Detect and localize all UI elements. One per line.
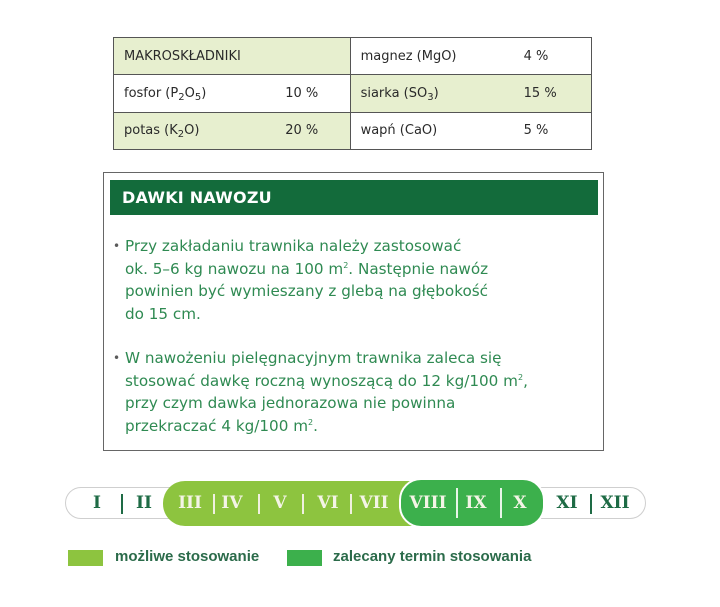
month-divider <box>258 494 260 514</box>
superscript: 2 <box>308 417 314 427</box>
nutrient-value <box>285 112 350 149</box>
month-i: I <box>93 493 101 513</box>
legend-label-possible: możliwe stosowanie <box>115 548 260 565</box>
month-x: X <box>513 493 527 513</box>
month-divider <box>350 494 352 514</box>
month-divider <box>500 488 502 518</box>
dosage-paragraph-maintenance <box>113 347 593 437</box>
month-divider <box>590 494 592 514</box>
text-fragment: . <box>313 416 318 435</box>
text-line <box>125 258 593 281</box>
superscript: 2 <box>343 260 349 270</box>
subscript: 2 <box>177 129 185 141</box>
paragraph-text <box>113 235 593 325</box>
formula-part: O <box>184 85 195 101</box>
table-row <box>114 38 592 75</box>
month-iii: III <box>178 493 202 513</box>
nutrient-value <box>285 75 350 112</box>
text-fragment: ok. 5–6 kg nawozu na 100 m <box>125 259 344 278</box>
text-line <box>125 370 593 393</box>
month-vi: VI <box>317 493 339 513</box>
month-vii: VII <box>359 493 389 513</box>
table-row <box>114 75 592 112</box>
nutrient-name <box>350 112 524 149</box>
value-potassium: 20 % <box>285 123 319 139</box>
value-phosphorus: 10 % <box>285 85 319 101</box>
text-fragment: , <box>523 371 528 390</box>
month-divider <box>302 494 304 514</box>
value-magnesium: 4 % <box>523 48 549 64</box>
subscript: 5 <box>194 91 202 103</box>
nutrient-value <box>524 38 592 75</box>
nutrient-value <box>524 112 592 149</box>
text-line <box>125 415 593 438</box>
dosage-title: DAWKI NAWOZU <box>110 180 598 215</box>
fertilizer-dosage-box <box>103 172 604 451</box>
month-divider <box>456 488 458 518</box>
formula-part: ) <box>433 85 439 101</box>
month-divider <box>121 494 123 514</box>
table-row <box>114 112 592 149</box>
nutrient-potassium: potas (K <box>124 123 178 139</box>
text-line: Przy zakładaniu trawnika należy zastosować <box>125 237 462 255</box>
legend-swatch-possible <box>68 550 103 566</box>
value-sulfur: 15 % <box>523 85 557 101</box>
subscript: 3 <box>427 91 434 103</box>
header-label: MAKROSKŁADNIKI <box>124 48 241 64</box>
nutrient-name <box>350 38 524 75</box>
text-line: do 15 cm. <box>125 304 201 323</box>
bullet-icon: • <box>113 351 121 365</box>
text-fragment: stosować dawkę roczną wynoszącą do 12 kg/100 m <box>125 371 518 390</box>
nutrient-value <box>524 75 592 112</box>
nutrient-phosphorus: fosfor (P <box>124 85 179 101</box>
text-line: W nawożeniu pielęgnacyjnym trawnika zaleca się <box>125 349 502 367</box>
macronutrients-table <box>113 37 592 150</box>
nutrient-magnesium: magnez (MgO) <box>360 48 457 64</box>
legend-swatch-recommended <box>287 550 322 566</box>
nutrient-sulfur: siarka (SO <box>360 85 428 101</box>
value-calcium: 5 % <box>523 123 549 139</box>
nutrient-name <box>114 75 286 112</box>
nutrient-calcium: wapń (CaO) <box>360 123 438 139</box>
legend-label-recommended: zalecany termin stosowania <box>333 548 532 565</box>
paragraph-text <box>113 347 593 437</box>
month-v: V <box>273 493 287 513</box>
subscript: 2 <box>178 91 185 103</box>
month-viii: VIII <box>409 493 447 513</box>
text-fragment: . Następnie nawóz <box>348 259 489 278</box>
month-xi: XI <box>556 493 578 513</box>
superscript: 2 <box>517 372 524 382</box>
text-line: przy czym dawka jednorazowa nie powinna <box>125 394 456 412</box>
month-ii: II <box>136 493 152 513</box>
month-divider <box>213 494 215 514</box>
month-xii: XII <box>600 493 630 513</box>
month-iv: IV <box>221 493 243 513</box>
month-ix: IX <box>465 493 487 513</box>
bullet-icon: • <box>113 239 121 253</box>
dosage-paragraph-establishment <box>113 235 593 325</box>
nutrient-name <box>114 112 286 149</box>
text-line: powinien być wymieszany z glebą na głębokość <box>125 282 489 300</box>
text-fragment: przekraczać 4 kg/100 m <box>125 416 309 435</box>
formula-part: ) <box>201 85 207 101</box>
nutrient-name <box>350 75 524 112</box>
table-header-macronutrients <box>114 38 351 75</box>
formula-part: O) <box>184 123 200 139</box>
